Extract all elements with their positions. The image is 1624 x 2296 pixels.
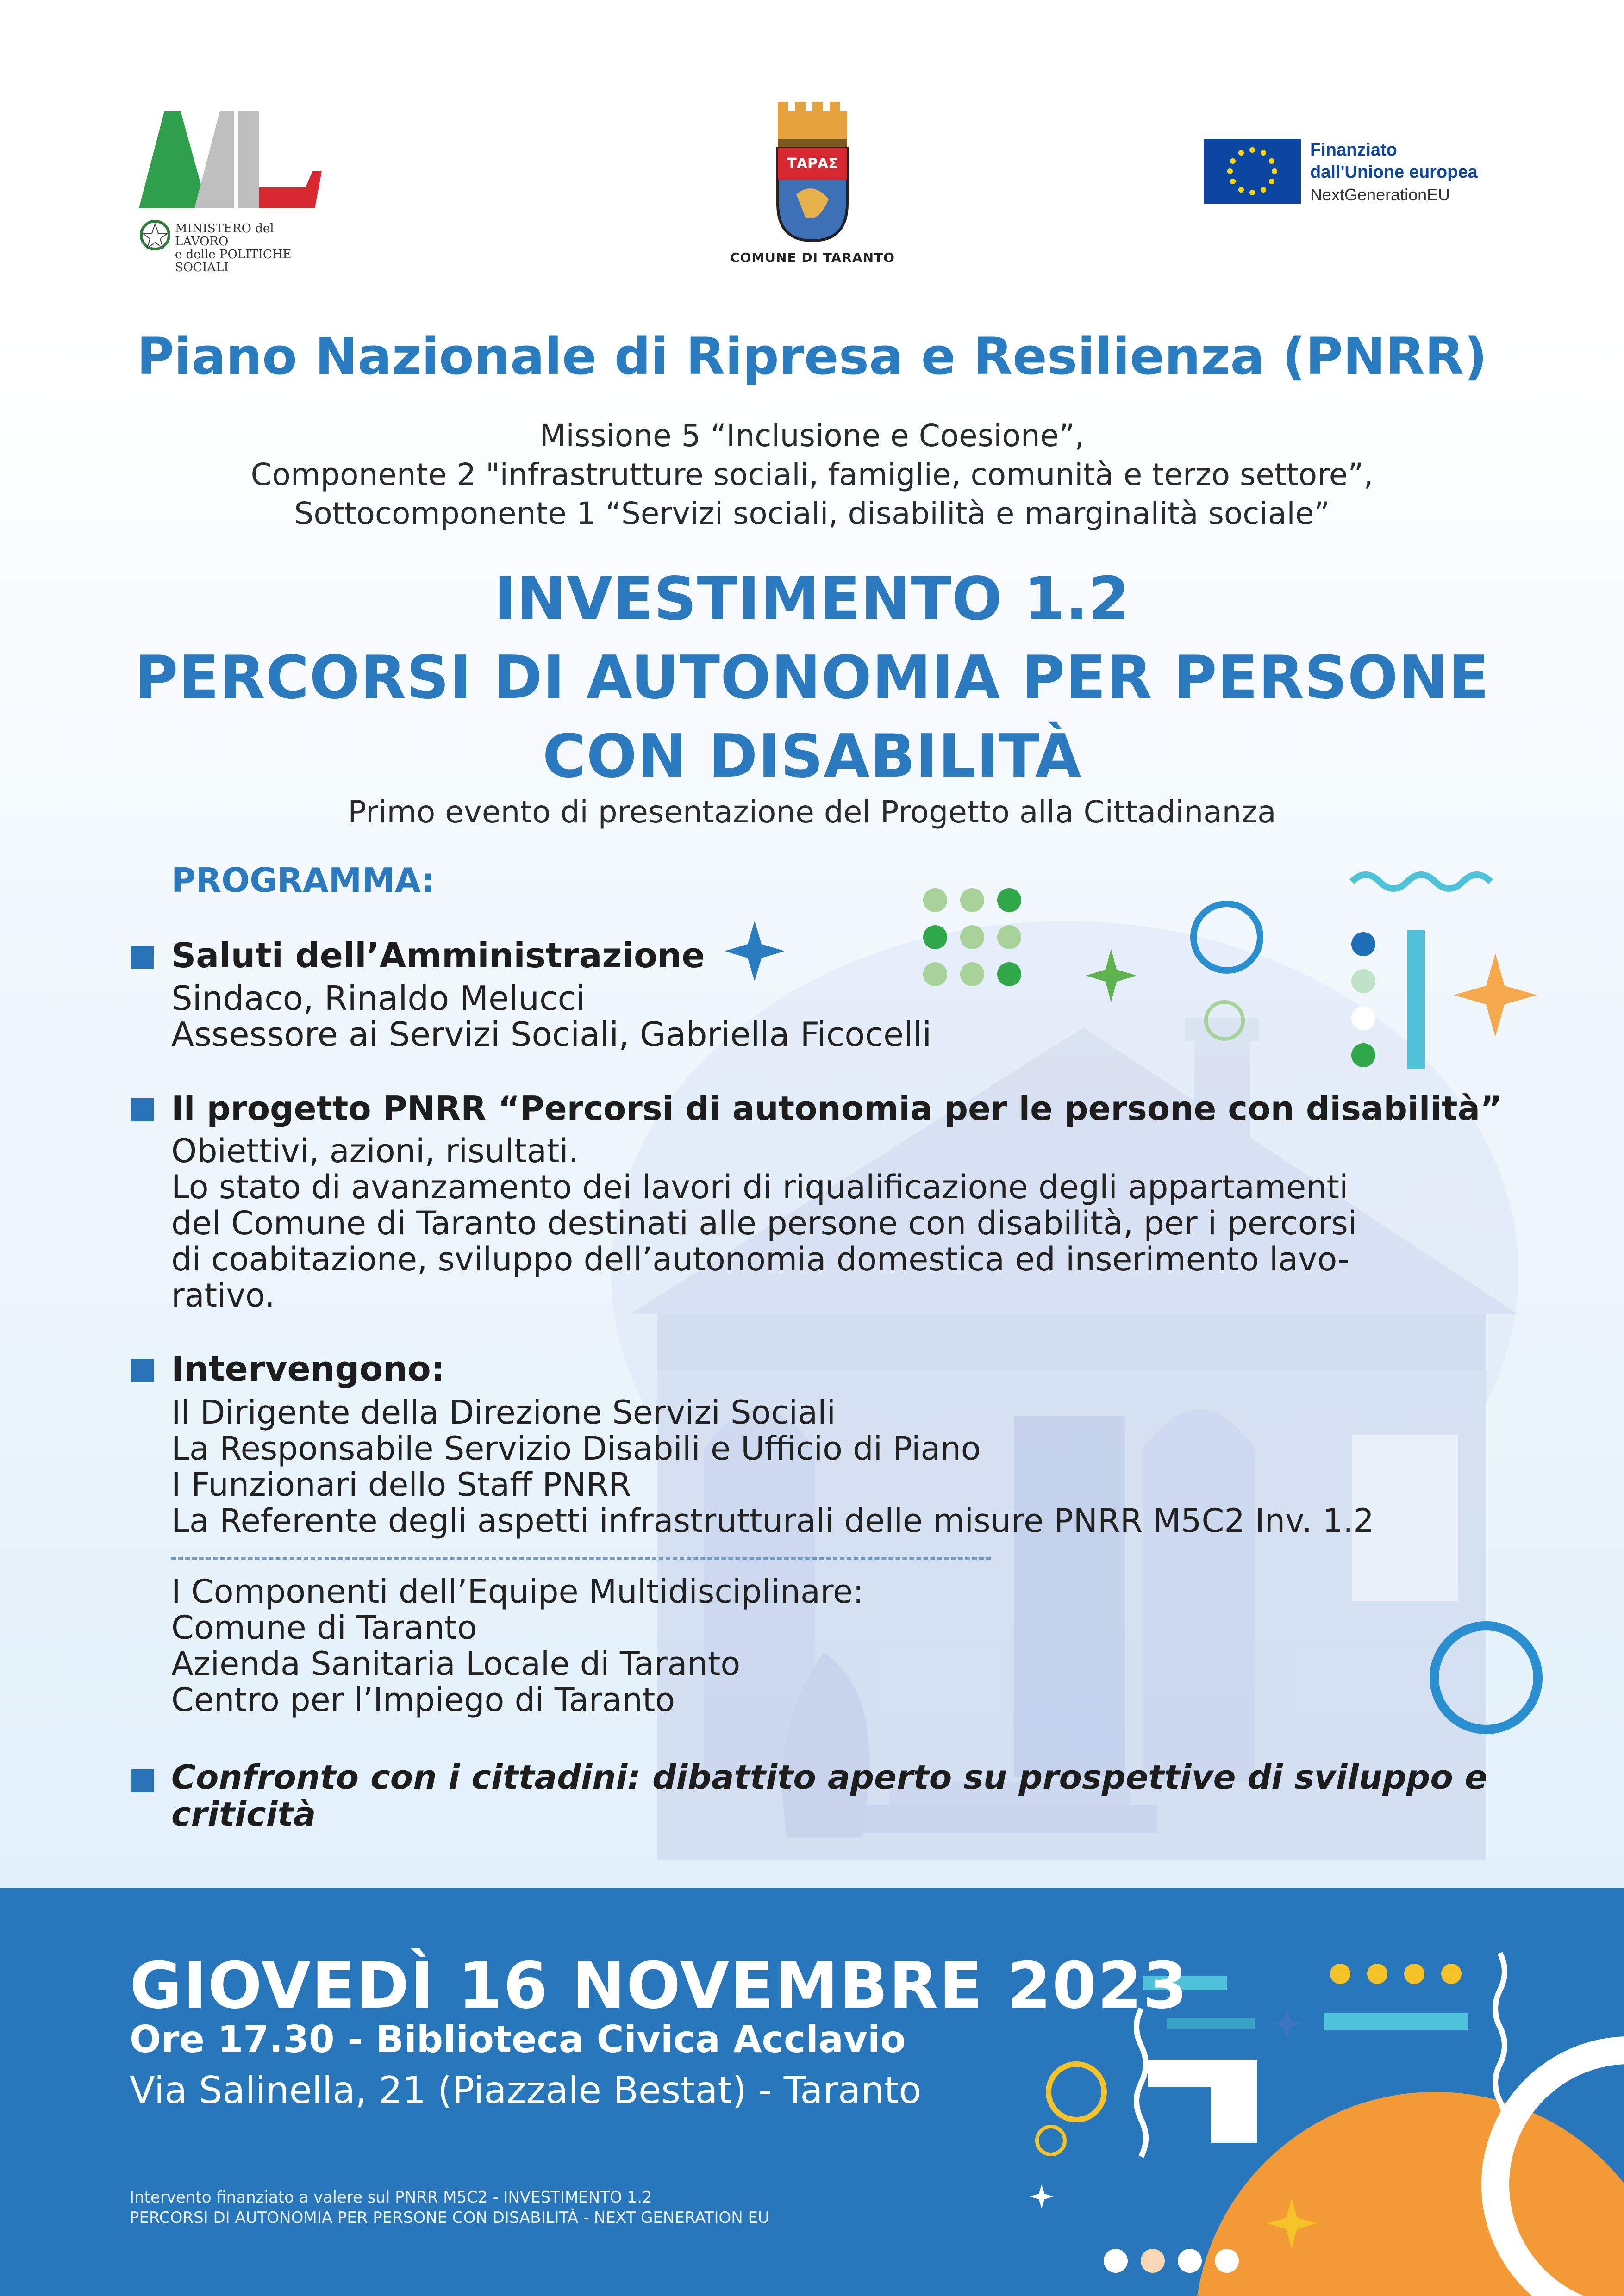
item-line: Lo stato di avanzamento dei lavori di riqualificazione degli appartamenti xyxy=(171,1168,1349,1206)
item-line: di coabitazione, sviluppo dell’autonomia domestica ed inserimento lavo- xyxy=(171,1240,1349,1278)
item-body-equipe xyxy=(171,1574,864,1718)
ministry-name-line2: e delle POLITICHE SOCIALI xyxy=(175,248,292,274)
bullet-square-icon xyxy=(131,946,154,969)
investment-title-line: PERCORSI DI AUTONOMIA PER PERSONE xyxy=(134,643,1490,712)
event-time-place: Ore 17.30 - Biblioteca Civica Acclavio xyxy=(130,2018,906,2061)
investment-title-line: INVESTIMENTO 1.2 xyxy=(494,565,1130,634)
item-body-progetto xyxy=(171,1133,1357,1313)
item-line: Centro per l’Impiego di Taranto xyxy=(171,1681,675,1719)
footer-line1: Intervento finanziato a valere sul PNRR M5C2 - INVESTIMENTO 1.2 xyxy=(130,2188,652,2207)
mission-line: Sottocomponente 1 “Servizi sociali, disabilità e marginalità sociale” xyxy=(294,496,1330,531)
city-name: COMUNE DI TARANTO xyxy=(730,250,895,265)
item-title-line: criticità xyxy=(171,1795,316,1834)
item-line: Assessore ai Servizi Sociali, Gabriella Ficocelli xyxy=(171,1015,932,1054)
item-line: Obiettivi, azioni, risultati. xyxy=(171,1132,579,1170)
event-date: GIOVEDÌ 16 NOVEMBRE 2023 xyxy=(130,1948,1188,2023)
item-title-saluti: Saluti dell’Amministrazione xyxy=(171,936,705,976)
ministry-logo xyxy=(139,111,324,274)
item-line: La Responsabile Servizio Disabili e Ufficio di Piano xyxy=(171,1430,981,1468)
item-title-line: Confronto con i cittadini: dibattito aperto su prospettive di sviluppo e xyxy=(171,1758,1487,1797)
item-line: Azienda Sanitaria Locale di Taranto xyxy=(171,1645,741,1683)
eu-flag-icon xyxy=(1204,139,1301,204)
item-line: rativo. xyxy=(171,1276,275,1314)
item-line: Il Dirigente della Direzione Servizi Sociali xyxy=(171,1394,836,1431)
item-line: Comune di Taranto xyxy=(171,1609,477,1647)
mission-line: Componente 2 "infrastrutture sociali, famiglie, comunità e terzo settore”, xyxy=(250,457,1374,492)
investment-title-line: CON DISABILITÀ xyxy=(542,722,1082,791)
mission-block xyxy=(0,417,1624,533)
item-line: I Funzionari dello Staff PNRR xyxy=(171,1466,631,1504)
item-line: I Componenti dell’Equipe Multidisciplinare: xyxy=(171,1573,864,1611)
divider xyxy=(171,1557,991,1560)
item-title-intervengono: Intervengono: xyxy=(171,1349,445,1389)
item-title-progetto: Il progetto PNRR “Percorsi di autonomia per le persone con disabilità” xyxy=(171,1089,1502,1128)
footer-line2: PERCORSI DI AUTONOMIA PER PERSONE CON DISABILITÀ - NEXT GENERATION EU xyxy=(130,2209,769,2227)
item-line: Sindaco, Rinaldo Melucci xyxy=(171,979,586,1018)
bullet-square-icon xyxy=(131,1098,154,1121)
programma-heading: PROGRAMMA: xyxy=(171,861,435,900)
mission-line: Missione 5 “Inclusione e Coesione”, xyxy=(539,418,1085,454)
eu-funding-logo xyxy=(1204,139,1555,208)
emblem-icon xyxy=(139,218,171,255)
eu-line1: Finanziato xyxy=(1310,140,1397,160)
item-body-saluti xyxy=(171,980,931,1052)
bullet-square-icon xyxy=(131,1359,154,1382)
eu-line3: NextGenerationEU xyxy=(1310,185,1450,204)
taranto-crest-logo xyxy=(727,102,898,268)
event-band xyxy=(0,1888,1624,2296)
item-line: La Referente degli aspetti infrastrutturali delle misure PNRR M5C2 Inv. 1.2 xyxy=(171,1502,1374,1540)
pnrr-title: Piano Nazionale di Ripresa e Resilienza (PNRR) xyxy=(137,327,1487,386)
crest-motto: ΤΑΡΑΣ xyxy=(787,156,838,172)
item-title-confronto xyxy=(171,1759,1487,1833)
investment-subtitle: Primo evento di presentazione del Progetto alla Cittadinanza xyxy=(348,794,1276,830)
eu-line2: dall'Unione europea xyxy=(1310,162,1478,182)
ministry-name-line1: MINISTERO del LAVORO xyxy=(175,222,274,249)
event-address: Via Salinella, 21 (Piazzale Bestat) - Taranto xyxy=(130,2069,922,2112)
bullet-square-icon xyxy=(131,1769,154,1792)
item-body-intervengono xyxy=(171,1394,1374,1539)
investment-title xyxy=(0,560,1624,796)
item-line: del Comune di Taranto destinati alle persone con disabilità, per i percorsi xyxy=(171,1204,1357,1242)
